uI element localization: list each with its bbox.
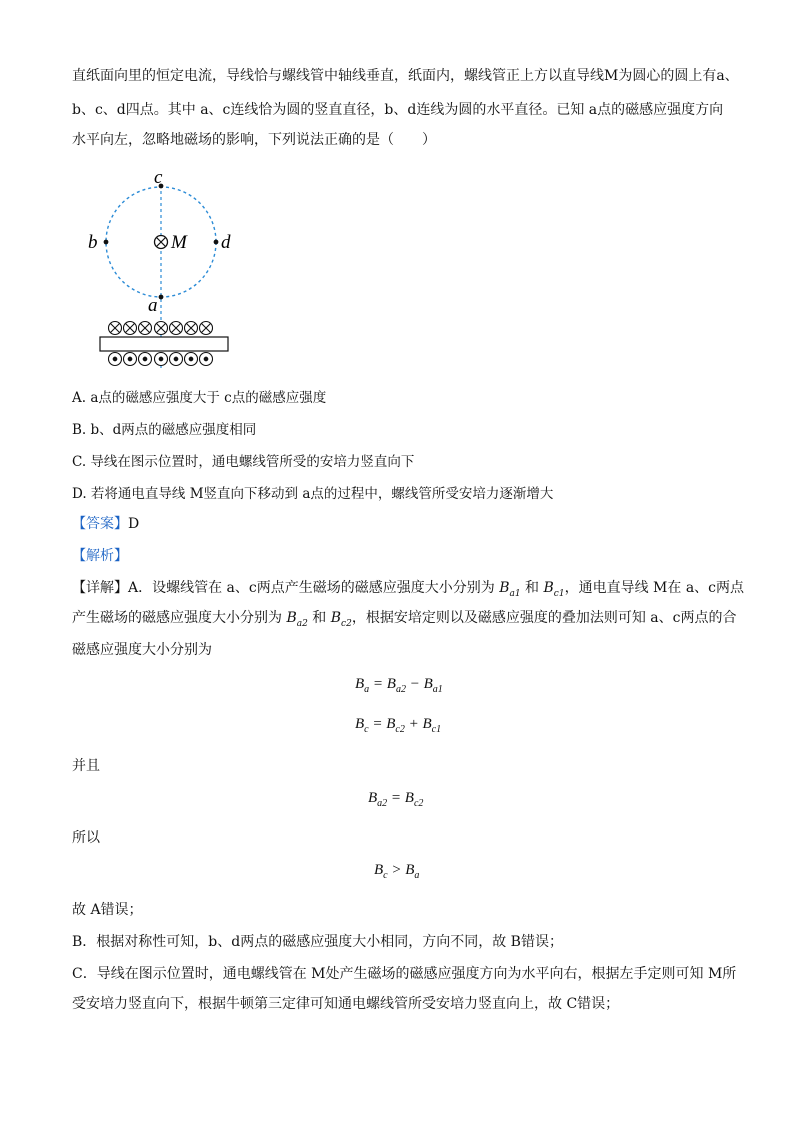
analysis-c-line-1: C．导线在图示位置时，通电螺线管在 M处产生磁场的磁感应强度方向为水平向右，根据左手定则可知 M所 (72, 966, 737, 982)
analysis-tag-text: 【解析】 (72, 548, 128, 564)
answer-value: D (128, 516, 140, 532)
solenoid-circle-figure (80, 165, 250, 375)
label-d: d (221, 232, 231, 253)
point-a (159, 295, 164, 300)
solenoid-core (100, 337, 228, 351)
analysis-tag (72, 546, 128, 566)
label-a: a (148, 295, 158, 316)
label-b: b (88, 232, 98, 253)
answer-line (72, 514, 139, 534)
solenoid-top-coils (109, 322, 213, 335)
wire-into-page-icon (155, 236, 168, 249)
option-d: D. 若将通电直导线 M竖直向下移动到 a点的过程中，螺线管所受安培力逐渐增大 (72, 486, 554, 502)
question-line-1: 直纸面向里的恒定电流，导线恰与螺线管中轴线垂直，纸面内，螺线管正上方以直导线M为圆心的圆上有a、 (72, 68, 739, 84)
so-text: 所以 (72, 830, 100, 846)
solenoid-bottom-coils (109, 353, 213, 366)
and-text: 并且 (72, 758, 100, 774)
answer-tag: 【答案】 (72, 516, 128, 532)
label-M: M (171, 232, 187, 253)
analysis-a-line-2b: ，根据安培定则以及磁感应强度的叠加法则可知 a、c两点的合 (351, 610, 737, 626)
symbol-Ba1: $B_{a1}$ (499, 580, 521, 599)
analysis-a-line-1a: A．设螺线管在 a、c两点产生磁场的磁感应强度大小分别为 (128, 580, 500, 596)
analysis-a-line-2a: 产生磁场的磁感应强度大小分别为 (72, 610, 287, 626)
analysis-a-line-2: 产生磁场的磁感应强度大小分别为 $B_{a2}$ 和 $B_{c2}$，根据安培定则以及磁感应强度的叠加法则可知 a、c两点的合 (72, 610, 737, 629)
question-line-3: 水平向左，忽略地磁场的影响，下列说法正确的是（ ） (72, 132, 436, 148)
analysis-a-conclusion: 故 A错误； (72, 902, 143, 918)
option-c: C. 导线在图示位置时，通电螺线管所受的安培力竖直向下 (72, 454, 415, 470)
symbol-Bc2: $B_{c2}$ (330, 610, 352, 629)
symbol-Ba2: $B_{a2}$ (286, 610, 308, 629)
point-d (214, 240, 219, 245)
question-line-2: b、c、d四点。其中 a、c连线恰为圆的竖直直径，b、d连线为圆的水平直径。已知 a点的磁感应强度方向 (72, 102, 724, 118)
equation-3: $B_{a2} = B_{c2}$ (368, 790, 424, 809)
equation-2: $B_c = B_{c2} + B_{c1}$ (355, 716, 442, 735)
point-b (104, 240, 109, 245)
detail-tag: 【详解】 (72, 580, 128, 596)
symbol-Bc1: $B_{c1}$ (543, 580, 565, 599)
option-b: B. b、d两点的磁感应强度相同 (72, 422, 257, 438)
option-a: A. a点的磁感应强度大于 c点的磁感应强度 (72, 390, 327, 406)
analysis-b-line: B．根据对称性可知，b、d两点的磁感应强度大小相同，方向不同，故 B错误； (72, 934, 563, 950)
analysis-a-line-3: 磁感应强度大小分别为 (72, 642, 212, 658)
equation-1: $B_a = B_{a2} - B_{a1}$ (355, 676, 443, 695)
analysis-a-line-1b: ，通电直导线 M在 a、c两点 (564, 580, 745, 596)
analysis-a-line-1: 【详解】A．设螺线管在 a、c两点产生磁场的磁感应强度大小分别为 $B_{a1}$ 和 $B_{c1}$，通电直导线 M在 a、c两点 (72, 580, 745, 599)
equation-4: $B_c > B_a$ (374, 862, 420, 881)
label-c: c (154, 167, 163, 188)
analysis-c-line-2: 受安培力竖直向下，根据牛顿第三定律可知通电螺线管所受安培力竖直向上，故 C错误； (72, 996, 620, 1012)
